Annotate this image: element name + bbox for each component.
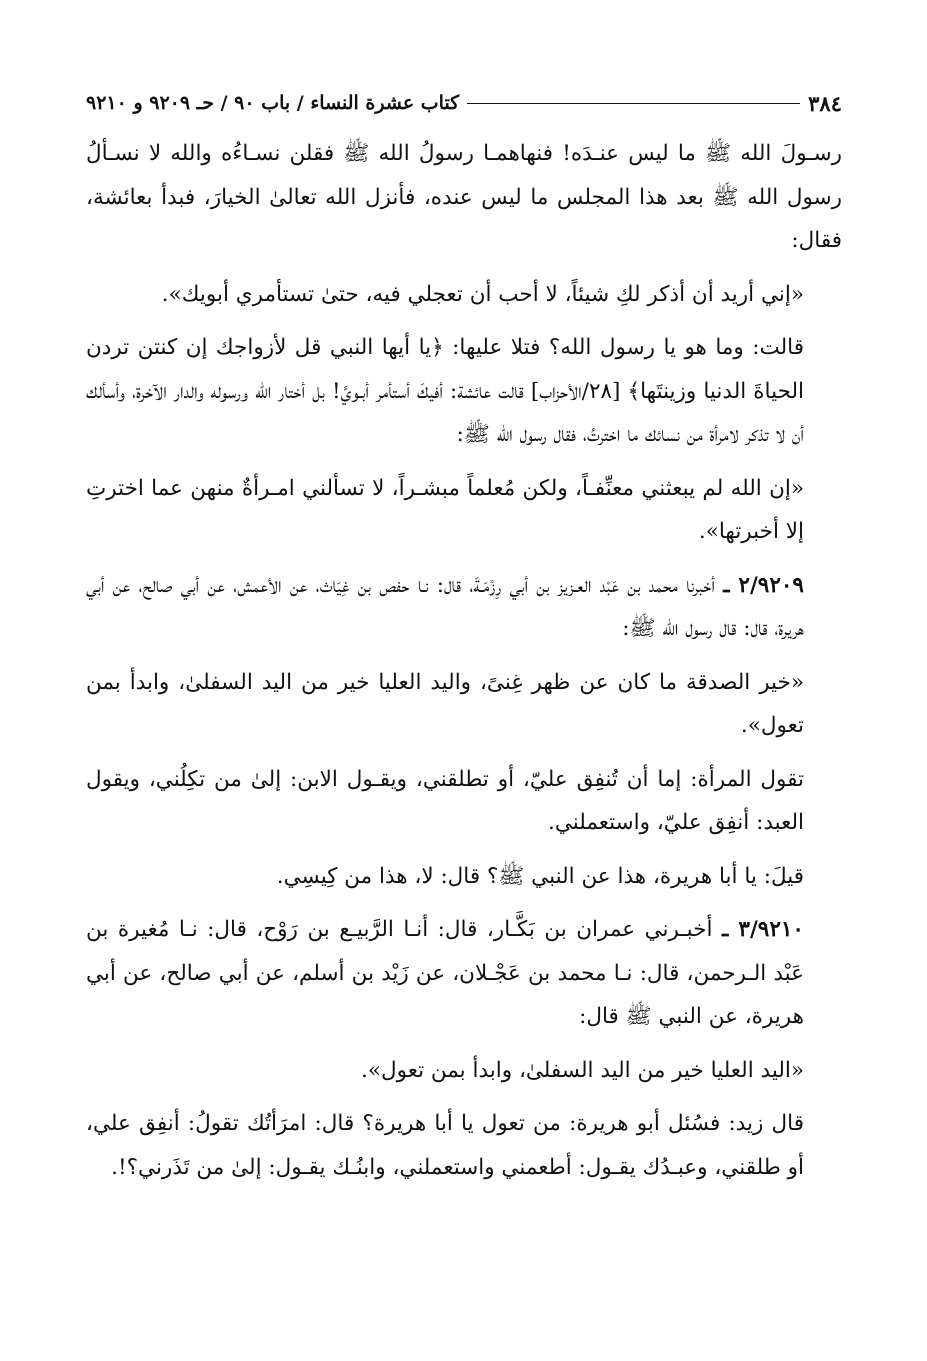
book-page [86,86,842,1199]
prophet-quote-3: «خير الصدقة ما كان عن ظهر غِنىً، واليد العليا خير من اليد السفلىٰ، وابدأ بمن تعول». [86,669,804,738]
hadith-number: ٣/٩٢١٠ ـ [721,917,804,942]
hadith-9210: ٣/٩٢١٠ ـ أخبـرني عمران بن بَكَّـار، قال: أنـا الرَّبيـع بن رَوْح، قال: نـا مُغيرة بن عَبْد الـرحمن، قال: نـا محمد بن عَجْـلان، عن زَيْد بن أسلم، عن أبي صالح، عن أبي هريرة، عن النبي ﷺ قال: [86,917,804,1029]
prophet-quote-1: «إني أريد أن أذكر لكِ شيئاً، لا أحب أن تعجلي فيه، حتىٰ تستأمري أبويك». [161,281,804,307]
paragraph-3: قالت: وما هو يا رسول الله؟ فتلا عليها: ﴿يا أيها النبي قل لأزواجك إن كنتن تردن الحياةَ الدنيا وزينتَها﴾ [٢٨/الأحزاب] قالت عائشة: أفيكَ أستأمر أبـويَّ! بل أختار الله ورسوله والدار الآخرة، وأسألك أن لا تذكر لامرأة من نسائك ما اخترتُ، فقال رسول الله ﷺ: [86,335,805,447]
header-rule [467,103,800,104]
prophet-quote-2: «إن الله لم يبعثني معنِّفـاً، ولكن مُعلماً مبشـراً، لا تسألني امـرأةٌ منهن عما اخترتِ إلا أخبرتها». [86,475,804,544]
hadith-9209: ٢/٩٢٠٩ ـ أخبرنا محمد بن عَبْد العـزيز بن أبي رِزْمَـةَ، قال: نـا حفص بن غِيَاث، عن الأعمش، عن أبي صالح، عن أبي هريرة، قال: قال رسول الله ﷺ: [86,572,804,641]
prophet-quote-4: «اليد العليا خير من اليد السفلىٰ، وابدأ بمن تعول». [360,1057,804,1083]
paragraph-1: رسـولَ الله ﷺ ما ليس عنـدَه! فنهاهمـا رسولُ الله ﷺ فقلن نسـاءُه والله لا نسـألُ رسول الله ﷺ بعد هذا المجلس ما ليس عنده، فأنزل الله تعالىٰ الخيارَ، فبدأ بعائشة، فقال: [86,141,842,253]
page-header [86,86,842,120]
page-number: ٣٨٤ [808,90,842,116]
page-body [86,132,842,1189]
paragraph-8: قيلَ: يا أبا هريرة، هذا عن النبي ﷺ؟ قال: لا، هذا من كِيسِي. [276,863,804,889]
paragraph-7: تقول المرأة: إما أن تُنفِق عليّ، أو تطلقني، ويقـول الابن: إلىٰ من تكِلُني، ويقول العبد: أنفِق عليّ، واستعملني. [86,766,804,835]
hadith-number: ٢/٩٢٠٩ ـ [723,572,804,598]
paragraph-11: قال زيد: فسُئل أبو هريرة: من تعول يا أبا هريرة؟ قال: امرَأتُك تقولُ: أنفِق علي، أو طلقني، وعبـدُك يقـول: أطعمني واستعملني، وابنُـك يقـول: إلىٰ من تَذَرني؟!. [86,1111,804,1180]
running-title: كتاب عشرة النساء / باب ٩٠ / حـ ٩٢٠٩ و ٩٢١٠ [86,92,460,114]
